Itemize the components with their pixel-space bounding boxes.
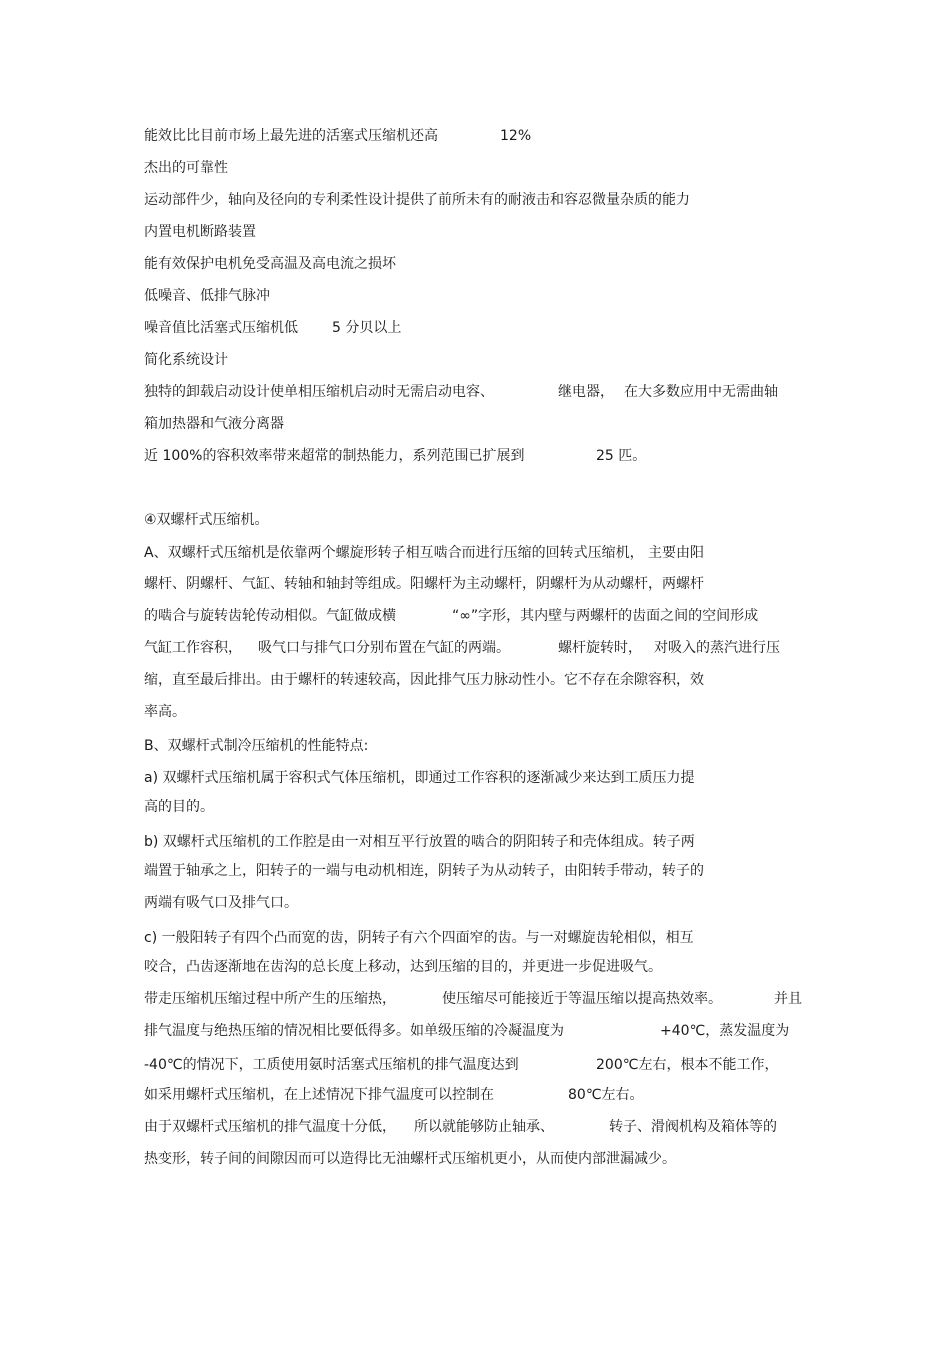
text-segment: “∞”字形，其内壁与两螺杆的齿面之间的空间形成 [452,608,759,624]
text-segment: 5 分贝以上 [332,320,402,336]
text-segment: 杰出的可靠性 [144,160,228,176]
text-segment: 在大多数应用中无需曲轴 [624,384,778,400]
text-segment: 所以就能够防止轴承、 [414,1119,554,1135]
text-segment: 带走压缩机压缩过程中所产生的压缩热， [144,991,396,1007]
text-segment: -40℃的情况下，工质使用氨时活塞式压缩机的排气温度达到 [144,1057,519,1073]
text-segment: A、双螺杆式压缩机是依靠两个螺旋形转子相互啮合而进行压缩的回转式压缩机， 主要由阳 [144,545,705,561]
text-segment: 内置电机断路装置 [144,224,256,240]
text-segment: 咬合，凸齿逐渐地在齿沟的总长度上移动，达到压缩的目的，并更进一步促进吸气。 [144,959,662,975]
text-segment: 由于双螺杆式压缩机的排气温度十分低， [144,1119,396,1135]
text-segment: ④双螺杆式压缩机。 [144,512,269,528]
text-segment: 气缸工作容积， [144,640,242,656]
text-segment: B、双螺杆式制冷压缩机的性能特点: [144,738,369,754]
text-segment: 独特的卸载启动设计使单相压缩机启动时无需启动电容、 [144,384,494,400]
text-segment: 低噪音、低排气脉冲 [144,288,270,304]
text-segment: 的啮合与旋转齿轮传动相似。气缸做成横 [144,608,396,624]
text-segment: 使压缩尽可能接近于等温压缩以提高热效率。 [442,991,722,1007]
text-segment: 并且 [774,991,802,1007]
text-segment: 运动部件少，轴向及径向的专利柔性设计提供了前所未有的耐液击和容忍微量杂质的能力 [144,192,690,208]
text-segment: 200℃左右，根本不能工作， [596,1057,779,1073]
text-segment: 12% [500,128,532,144]
text-segment: 如采用螺杆式压缩机，在上述情况下排气温度可以控制在 [144,1087,494,1103]
text-segment: b) 双螺杆式压缩机的工作腔是由一对相互平行放置的啮合的阴阳转子和壳体组成。转子两 [144,834,695,850]
text-segment: 高的目的。 [144,799,214,815]
text-segment: 能有效保护电机免受高温及高电流之损坏 [144,256,396,272]
text-segment: 螺杆旋转时， [558,640,642,656]
text-segment: +40℃，蒸发温度为 [660,1023,790,1039]
text-segment: 吸气口与排气口分别布置在气缸的两端。 [258,640,510,656]
text-segment: 对吸入的蒸汽进行压 [654,640,780,656]
text-segment: 近 100%的容积效率带来超常的制热能力，系列范围已扩展到 [144,448,525,464]
text-segment: 缩，直至最后排出。由于螺杆的转速较高，因此排气压力脉动性小。它不存在余隙容积，效 [144,672,704,688]
text-segment: 80℃左右。 [568,1087,644,1103]
text-segment: 热变形，转子间的间隙因而可以造得比无油螺杆式压缩机更小，从而使内部泄漏减少。 [144,1151,676,1167]
text-segment: 转子、滑阀机构及箱体等的 [609,1119,777,1135]
text-segment: 螺杆、阴螺杆、气缸、转轴和轴封等组成。阳螺杆为主动螺杆，阴螺杆为从动螺杆，两螺杆 [144,576,704,592]
text-segment: 排气温度与绝热压缩的情况相比要低得多。如单级压缩的冷凝温度为 [144,1023,564,1039]
text-segment: 两端有吸气口及排气口。 [144,895,298,911]
text-segment: 继电器， [558,384,614,400]
text-segment: c) 一般阳转子有四个凸而宽的齿，阴转子有六个四面窄的齿。与一对螺旋齿轮相似，相互 [144,930,694,946]
text-segment: 箱加热器和气液分离器 [144,416,284,432]
text-segment: 率高。 [144,704,186,720]
text-segment: 端置于轴承之上，阳转子的一端与电动机相连，阴转子为从动转子，由阳转手带动，转子的 [144,863,704,879]
text-segment: a) 双螺杆式压缩机属于容积式气体压缩机，即通过工作容积的逐渐减少来达到工质压力提 [144,770,695,786]
text-segment: 25 匹。 [596,448,647,464]
text-segment: 简化系统设计 [144,352,228,368]
text-segment: 噪音值比活塞式压缩机低 [144,320,298,336]
text-segment: 能效比比目前市场上最先进的活塞式压缩机还高 [144,128,438,144]
